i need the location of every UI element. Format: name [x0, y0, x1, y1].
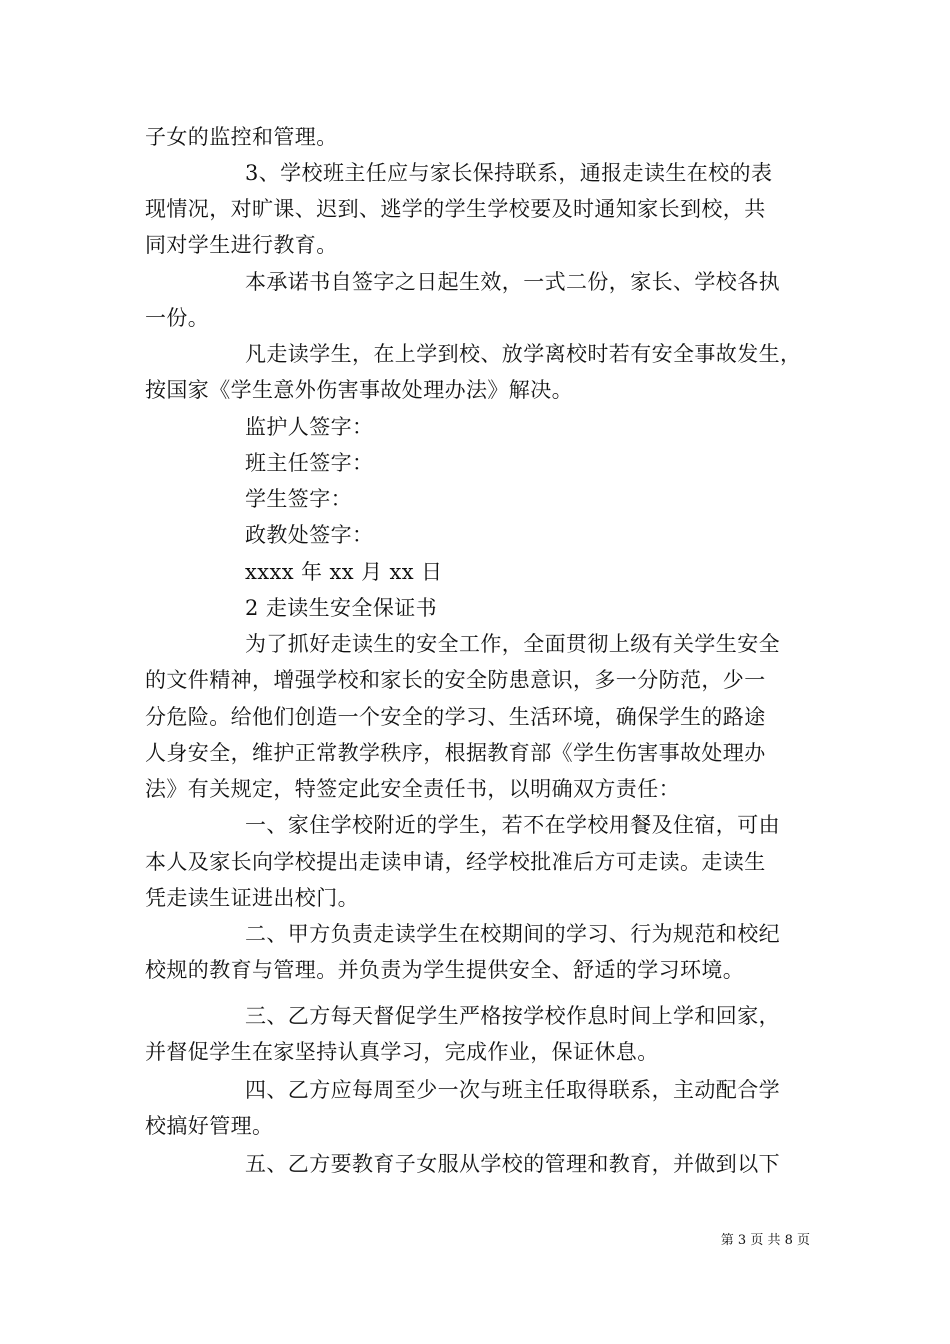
text-line: 凡走读学生，在上学到校、放学离校时若有安全事故发生，: [245, 342, 802, 366]
signature-guardian: 监护人签字：: [245, 415, 374, 439]
text-line: 同对学生进行教育。: [145, 233, 338, 257]
text-line: 的文件精神，增强学校和家长的安全防患意识，多一分防范，少一: [145, 668, 766, 692]
text-line: 分危险。给他们创造一个安全的学习、生活环境，确保学生的路途: [145, 705, 766, 729]
text-line: 按国家《学生意外伤害事故处理办法》解决。: [145, 378, 573, 402]
text-line: 本承诺书自签字之日起生效，一式二份，家长、学校各执: [245, 270, 780, 294]
signature-student: 学生签字：: [245, 487, 352, 511]
text-line: 现情况，对旷课、迟到、逃学的学生学校要及时通知家长到校，共: [145, 197, 766, 221]
text-line: 为了抓好走读生的安全工作，全面贯彻上级有关学生安全: [245, 632, 780, 656]
text-line: 凭走读生证进出校门。: [145, 886, 359, 910]
signature-political-office: 政教处签字：: [245, 523, 374, 547]
date-line: xxxx 年 xx 月 xx 日: [245, 560, 443, 584]
text-line: 二、甲方负责走读学生在校期间的学习、行为规范和校纪: [245, 922, 780, 946]
text-line: 并督促学生在家坚持认真学习，完成作业，保证休息。: [145, 1040, 659, 1064]
text-line: 一、家住学校附近的学生，若不在学校用餐及住宿，可由: [245, 813, 780, 837]
text-line: 法》有关规定，特签定此安全责任书，以明确双方责任：: [145, 777, 680, 801]
text-line: 四、乙方应每周至少一次与班主任取得联系，主动配合学: [245, 1078, 780, 1102]
text-line: 校搞好管理。: [145, 1114, 274, 1138]
text-line: 本人及家长向学校提出走读申请，经学校批准后方可走读。走读生: [145, 850, 766, 874]
text-line: 3、学校班主任应与家长保持联系，通报走读生在校的表: [245, 161, 773, 185]
signature-head-teacher: 班主任签字：: [245, 451, 374, 475]
text-line: 三、乙方每天督促学生严格按学校作息时间上学和回家，: [245, 1004, 780, 1028]
page-number: 第 3 页 共 8 页: [720, 1233, 810, 1248]
text-line: 五、乙方要教育子女服从学校的管理和教育，并做到以下: [245, 1152, 780, 1176]
text-line: 子女的监控和管理。: [145, 125, 338, 149]
section-title: 2 走读生安全保证书: [245, 596, 438, 620]
text-line: 人身安全，维护正常教学秩序，根据教育部《学生伤害事故处理办: [145, 741, 766, 765]
text-line: 校规的教育与管理。并负责为学生提供安全、舒适的学习环境。: [145, 958, 745, 982]
text-line: 一份。: [145, 306, 210, 330]
